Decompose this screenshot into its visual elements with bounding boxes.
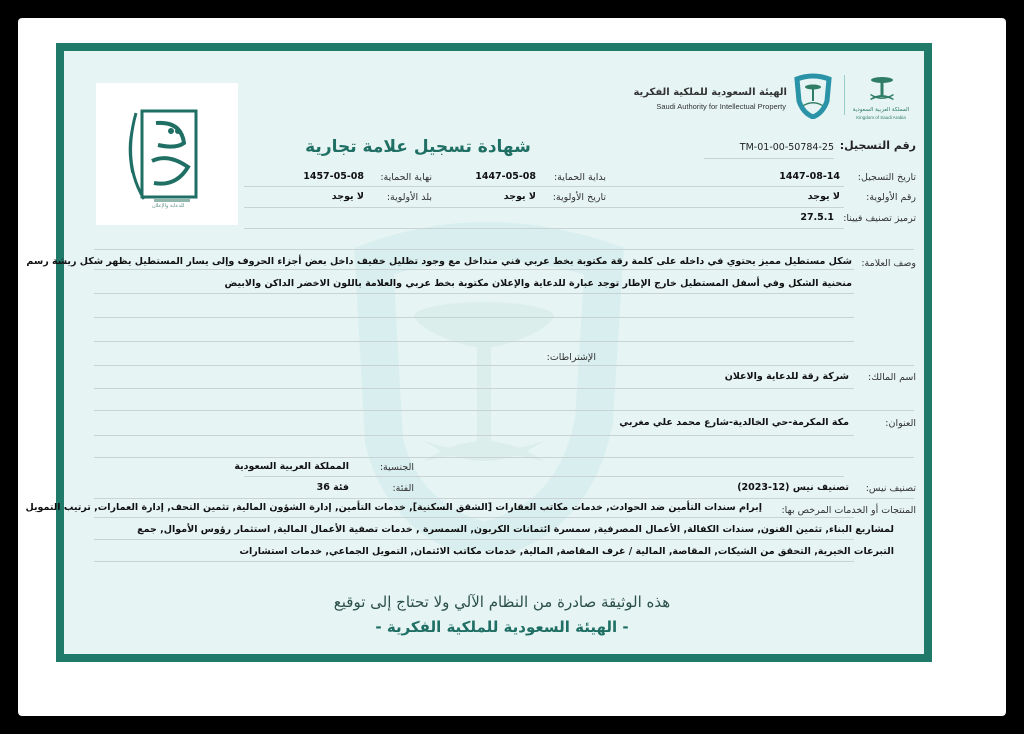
row-divider (704, 158, 834, 159)
vienna-value: 27.5.1 (800, 212, 834, 223)
row-divider (94, 457, 914, 458)
row-divider (94, 517, 854, 518)
row-divider (94, 410, 914, 411)
row-divider (244, 186, 844, 187)
priority-number-label: رقم الأولوية: (866, 192, 916, 203)
goods-services-line-3: التبرعات الخيرية, التحقق من الشيكات, المقاصة, المالية / غرف المقاصة, المالية, خدمات مكاتب الائتمان, التمويل الجماعي, خدمات استشارات (239, 546, 894, 557)
goods-services-line-1: إبرام سندات التأمين ضد الحوادث, خدمات مكاتب العقارات [الشقق السكنية], خدمات التأمين, إدارة الشؤون المالية, تثمين التحف, إدارة العمارات, ترتيب التمويل (25, 502, 762, 513)
kingdom-name-ar: المملكة العربية السعودية (852, 107, 910, 113)
row-divider (94, 365, 914, 366)
protection-end-value: 1457-05-08 (303, 171, 364, 182)
org-name-ar: الهيئة السعودية للملكية الفكرية (633, 87, 787, 98)
row-divider (94, 388, 854, 389)
protection-start-value: 1447-05-08 (475, 171, 536, 182)
mark-description-line-2: منحنية الشكل وفي أسفل المستطيل خارج الإطار توجد عبارة للدعاية والإعلان مكتوبة بخط عربي والعلامة باللون الاخضر الداكن والابيض (224, 278, 852, 289)
nationality-label: الجنسية: (379, 462, 414, 473)
registration-date-value: 1447-08-14 (779, 171, 840, 182)
palm-swords-emblem-icon (867, 73, 897, 107)
nationality-value: المملكة العربية السعودية (234, 461, 349, 472)
certificate-title-text: شهادة تسجيل علامة تجارية (305, 137, 531, 157)
protection-start-label: بداية الحماية: (553, 172, 606, 183)
conditions-label: الإشتراطات: (546, 352, 596, 363)
saip-shield-icon (791, 73, 835, 119)
header-divider (844, 75, 845, 115)
owner-name-value: شركة رقة للدعاية والاعلان (724, 371, 849, 382)
footer-authority: - الهيئة السعودية للملكية الفكرية - (375, 618, 629, 636)
row-divider (94, 293, 854, 294)
registration-number-value: TM-01-00-50784-25 (739, 142, 834, 153)
mark-description-line-1: شكل مستطيل مميز يحتوي في داخله على كلمة رقة مكتوبة بخط عربي فني متداخل مع وجود تظليل خفيف داخل بعض أجزاء الحروف وإلى يسار المستطيل يظهر شكل ريشة رسم (26, 256, 852, 267)
trademark-certificate (25, 43, 932, 662)
priority-date-value: لا يوجد (503, 191, 536, 202)
row-divider (244, 228, 844, 229)
logo-wordmark (96, 83, 98, 84)
row-divider (94, 561, 854, 562)
address-label: العنوان: (885, 418, 916, 429)
row-divider (94, 269, 854, 270)
row-divider (94, 249, 914, 250)
protection-end-label: نهاية الحماية: (380, 172, 432, 183)
priority-number-value: لا يوجد (807, 191, 840, 202)
footer-notice: هذه الوثيقة صادرة من النظام الآلي ولا تحتاج إلى توقيع (333, 593, 671, 611)
class-label: الفئة: (392, 483, 414, 494)
row-divider (94, 341, 854, 342)
logo-tagline: للدعاية والإعلان (152, 203, 185, 209)
registration-number-label: رقم التسجيل: (839, 139, 916, 152)
owner-name-label: اسم المالك: (868, 372, 916, 383)
row-divider (94, 539, 854, 540)
row-divider (94, 435, 854, 436)
goods-services-label: المنتجات أو الخدمات المرخص بها: (781, 505, 916, 516)
registration-date-label: تاريخ التسجيل: (857, 172, 916, 183)
address-value: مكة المكرمة-حي الخالدية-شارع محمد علي مغربي (619, 417, 849, 428)
row-divider (244, 207, 844, 208)
org-name-en: Saudi Authority for Intellectual Property (656, 102, 786, 111)
priority-date-label: تاريخ الأولوية: (552, 192, 606, 203)
vienna-label: ترميز تصنيف فيينا: (843, 213, 916, 224)
row-divider (244, 476, 844, 477)
priority-country-value: لا يوجد (331, 191, 364, 202)
kingdom-name-en: Kingdom of Saudi Arabia (856, 115, 906, 120)
class-value: فئة 36 (316, 482, 349, 493)
nice-classification-value: تصنيف نيس (12-2023) (737, 482, 849, 493)
row-divider (94, 317, 854, 318)
goods-services-line-2: لمشاريع البناء, تثمين الفنون, سندات الكفالة, الأعمال المصرفية, سمسرة ائتمانات الكربون, السمسرة , خدمات تصفية الأعمال المالية, استثمار رؤوس الأموال, جمع (137, 524, 894, 535)
nice-classification-label: تصنيف نيس: (865, 483, 916, 494)
mark-description-label: وصف العلامة: (861, 258, 916, 269)
priority-country-label: بلد الأولوية: (386, 192, 432, 203)
